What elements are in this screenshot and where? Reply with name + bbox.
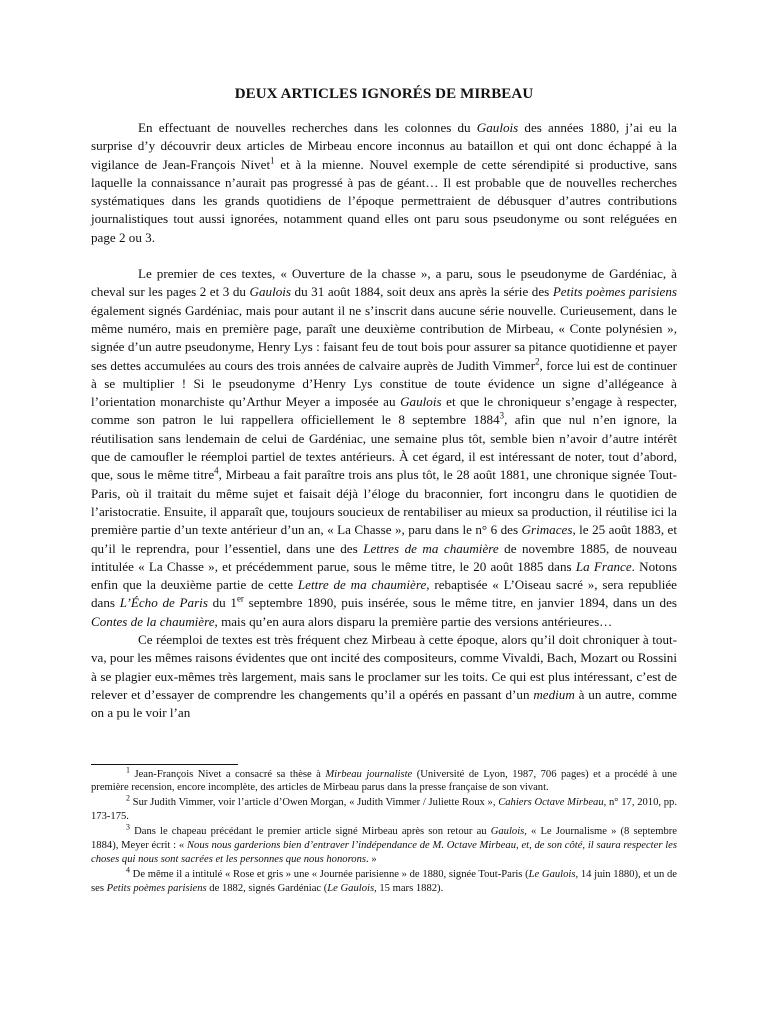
text-run: , mais qu’en aura alors disparu la première partie des versions antérieures… <box>214 613 613 629</box>
footnote-ref-4[interactable]: 4 <box>214 465 219 476</box>
footnote-2 <box>91 793 677 824</box>
footnote-number: 4 <box>126 865 130 875</box>
text-run: Jean-François Nivet a consacré sa thèse à <box>129 768 326 780</box>
footnote-1 <box>91 764 677 796</box>
footnote-number: 3 <box>126 822 130 832</box>
italic-run: Contes de la chaumière <box>91 613 215 629</box>
italic-run: Cahiers Octave Mirbeau <box>498 797 604 809</box>
italic-run: Gaulois <box>249 284 291 300</box>
text-run: , afin que nul n’en ignore, la réutilisation sans lendemain de celui de Gardéniac, une semaine plus tôt, semble bien n’avoir d’autre intérêt que de camoufler le réemploi partiel de textes antérieurs. À cet égard, il est intéressant de noter, tout d’abord, que, sous le même titre <box>91 412 677 483</box>
text-run: . » <box>366 853 377 865</box>
footnote-separator <box>91 764 238 765</box>
footnote-ref-3[interactable]: 3 <box>499 411 505 422</box>
footnote-4 <box>91 865 677 896</box>
text-run: également signés Gardéniac, mais pour autant il ne s’inscrit dans aucune série nouvelle. Curieusement, dans le même numéro, mais en première page, paraît une deuxième contribution de Mirbeau, « Conte polynésien », signée d’un autre pseudonyme, Henry Lys : faisant feu de tout bois pour assurer sa pitance quotidienne et payer ses dettes accumulées au cours des trois années de calvaire auprès de Judith Vimmer <box>91 302 677 373</box>
document-title: DEUX ARTICLES IGNORÉS DE MIRBEAU <box>234 86 534 102</box>
footnote-number: 1 <box>126 764 130 774</box>
text-run: de novembre 1885, de nouveau intitulée « La Chasse », et précédemment parue, sous le même titre, le 20 août 1885 dans <box>91 540 677 574</box>
italic-run: Gaulois <box>476 120 519 135</box>
footnote-ref-1[interactable]: 1 <box>270 155 275 166</box>
text-run: des années 1880, j’ai eu la surprise d’y découvrir deux articles de Mirbeau encore inconnus au bataillon et qui ont donc échappé à la vigilance de Jean-François Nivet <box>91 120 677 172</box>
text-run: (Université de Lyon, 1987, 706 pages) et a procédé à une première recension, encore incomplète, des articles de Mirbeau parus dans la presse française de son vivant. <box>91 768 677 794</box>
text-run: Ce réemploi de textes est très fréquent chez Mirbeau à cette époque, alors qu’il doit chroniquer à tout-va, pour les mêmes raisons évidentes que ont incité des compositeurs, comme Vivaldi, Bach, Mozart ou Rossini à se plagier eux-mêmes très largement, mais sans le proclamer sur les toits. Ce qui est plus intéressant, c’est de relever et d’essayer de comprendre les changements qu’il a opérés en passant d’un <box>91 632 677 702</box>
text-run: Sur Judith Vimmer, voir l’article d’Owen Morgan, « Judith Vimmer / Juliette Roux », <box>129 797 499 809</box>
footnote-ref-2[interactable]: 2 <box>535 356 540 367</box>
italic-run: Lettres de ma chaumière <box>363 540 499 556</box>
text-run: , Mirbeau a fait paraître trois ans plus tôt, le 28 août 1881, une chronique signée Tout-Paris, où il traitait du même sujet et faisait déjà l’éloge du braconnier, fort incongru dans le quotidien de l’aristocratie. Ensuite, il apparaît que, toujours soucieux de rentabiliser au mieux sa production, il réutilise ici la première partie d’un texte antérieur d’un an, « La Chasse », paru dans le n° 6 des <box>91 467 677 538</box>
text-run: et que le chroniqueur s’engage à respecter, comme son patron le lui rappellera officiellement le 8 septembre 1884 <box>91 394 678 428</box>
text-run: septembre 1890, puis insérée, sous le même titre, en janvier 1894, dans un des <box>243 595 678 611</box>
text-run: et à la mienne. Nouvel exemple de cette sérendipité si productive, sans laquelle la connaissance n’aurait pas progressé à pas de géant… Il est probable que de nouvelles recherches systématiques dans les grands quotidiens de l’époque permettraient de débusquer d’autres contributions journalistiques tout aussi ignorées, notamment quand elles ont paru sous pseudonyme ou sont reléguées en page 2 ou 3. <box>91 156 677 245</box>
italic-run: La France <box>575 558 632 574</box>
italic-run: Lettre de ma chaumière <box>297 577 427 593</box>
text-run: , n° 17, 2010, pp. 173-175. <box>91 797 677 823</box>
text-run: , rebaptisée « L’Oiseau sacré », sera republiée dans <box>91 577 677 611</box>
italic-run: Gaulois <box>490 826 525 838</box>
ordinal-superscript: er <box>236 594 244 605</box>
text-run: Dans le chapeau précédant le premier article signé Mirbeau après son retour au <box>129 826 491 838</box>
italic-run: Gaulois <box>400 394 442 410</box>
paragraph-gap <box>91 247 677 265</box>
text-run: , « Le Journalisme » (8 septembre 1884), Meyer écrit : « <box>91 826 677 852</box>
text-run: En effectuant de nouvelles recherches dans les colonnes du <box>138 120 477 135</box>
paragraph-3 <box>91 631 677 722</box>
italic-run: medium <box>533 686 575 702</box>
text-run: De même il a intitulé « Rose et gris » une « Journée parisienne » de 1880, signée Tout-Paris ( <box>129 868 529 880</box>
footnote-number: 2 <box>126 793 130 803</box>
text-run: , le 25 août 1883, et qu’il le reprendra, pour l’essentiel, dans une des <box>91 522 678 556</box>
paragraph-2 <box>91 265 677 631</box>
italic-run: L’Écho de Paris <box>119 595 208 611</box>
document-page <box>91 86 677 897</box>
italic-run: Petits poèmes parisiens <box>106 882 207 894</box>
italic-run: Nous nous garderions bien d’entraver l’indépendance de M. Octave Mirbeau, et, de son côté, il saura respecter les choses qui nous sont sacrées et les personnes que nous honorons <box>91 840 677 865</box>
text-run: , force lui est de continuer à se multiplier ! Si le pseudonyme d’Henry Lys constitue de toute évidence un signe d’allégeance à l’orientation monarchiste qu’Arthur Meyer a imposée au <box>91 357 677 410</box>
paragraph-1 <box>91 119 677 247</box>
text-run: , 14 juin 1880), et un de ses <box>91 868 677 894</box>
italic-run: Grimaces <box>521 522 573 538</box>
italic-run: Petits poèmes parisiens <box>552 284 678 300</box>
text-run: du 1 <box>207 595 237 611</box>
text-run: de 1882, signés Gardéniac ( <box>206 882 328 894</box>
italic-run: Mirbeau journaliste <box>325 768 413 780</box>
text-run: à un autre, comme on a pu le voir l’an <box>91 686 677 721</box>
italic-run: Le Gaulois <box>528 868 576 880</box>
text-run: . Notons enfin que la deuxième partie de cette <box>91 558 677 593</box>
text-run: Le premier de ces textes, « Ouverture de la chasse », a paru, sous le pseudonyme de Gardéniac, à cheval sur les pages 2 et 3 du <box>91 266 677 300</box>
italic-run: Le Gaulois <box>327 882 375 894</box>
text-run: , 15 mars 1882). <box>374 882 444 894</box>
footnote-3 <box>91 822 677 867</box>
text-run: du 31 août 1884, soit deux ans après la série des <box>291 284 553 300</box>
